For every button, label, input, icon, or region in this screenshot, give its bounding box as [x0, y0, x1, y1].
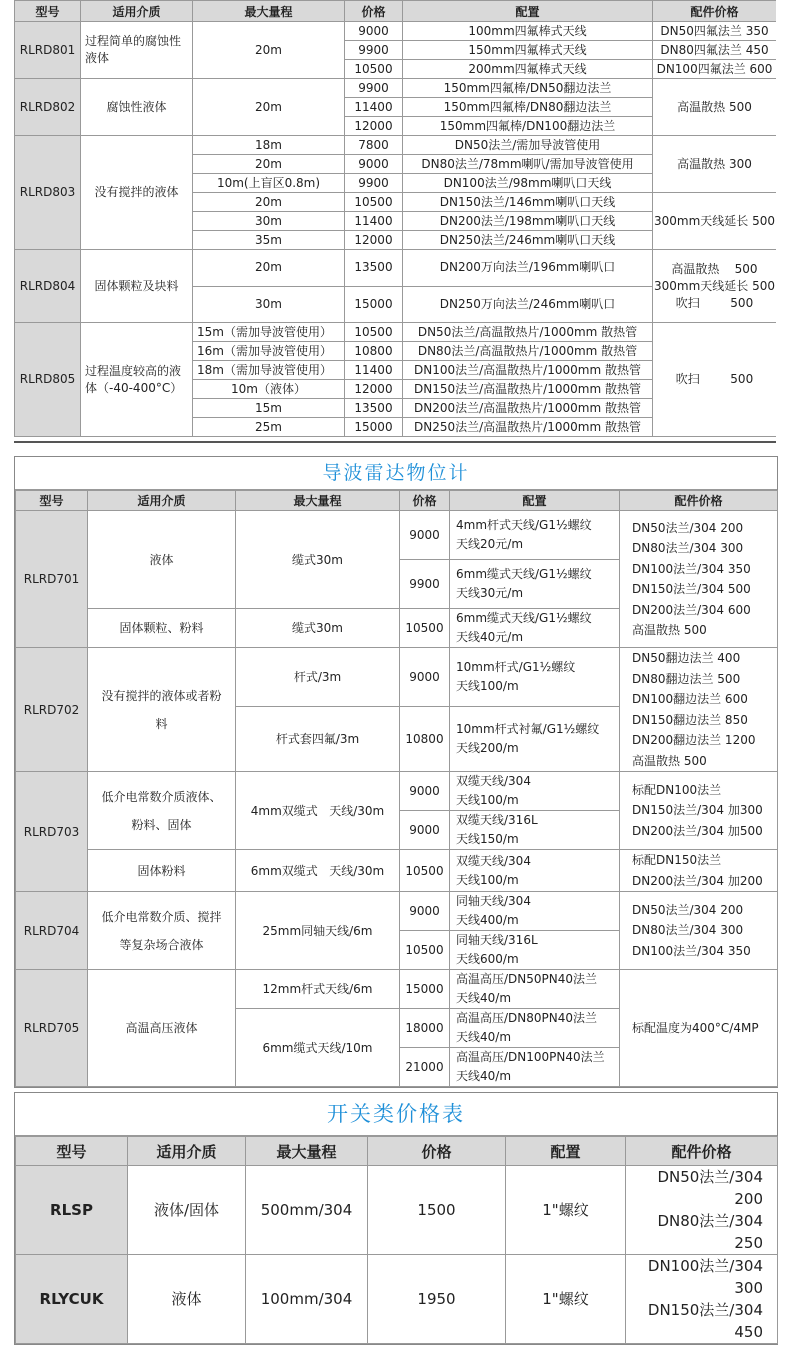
accessory-cell: 标配DN100法兰 DN150法兰/304 加300 DN200法兰/304 加500	[620, 772, 778, 850]
price-cell: 13500	[345, 250, 403, 287]
section-title: 开关类价格表	[15, 1093, 777, 1136]
price-cell: 9000	[400, 648, 450, 707]
header-accessories: 配件价格	[653, 1, 777, 22]
price-cell: 10800	[345, 342, 403, 361]
range-cell: 20m	[193, 193, 345, 212]
config-cell: 10mm杆式/G1½螺纹 天线100/m	[450, 648, 620, 707]
config-cell: 10mm杆式衬氟/G1½螺纹 天线200/m	[450, 707, 620, 772]
config-cell: DN150法兰/146mm喇叭口天线	[403, 193, 653, 212]
config-cell: DN250法兰/高温散热片/1000mm 散热管	[403, 418, 653, 437]
medium-cell: 液体	[88, 511, 236, 609]
guided-wave-table	[15, 490, 778, 1087]
price-cell: 9000	[400, 772, 450, 811]
model-cell: RLRD805	[15, 323, 81, 437]
medium-cell: 液体/固体	[128, 1166, 246, 1255]
price-cell: 15000	[345, 418, 403, 437]
config-cell: 4mm杆式天线/G1½螺纹 天线20元/m	[450, 511, 620, 560]
range-cell: 30m	[193, 286, 345, 323]
price-cell: 10500	[345, 60, 403, 79]
guided-wave-section	[14, 456, 778, 1088]
table-row	[15, 136, 777, 155]
header-range: 最大量程	[246, 1137, 368, 1166]
header-accessories: 配件价格	[626, 1137, 778, 1166]
range-cell: 30m	[193, 212, 345, 231]
medium-cell: 液体	[128, 1255, 246, 1344]
config-cell: 高温高压/DN50PN40法兰 天线40/m	[450, 970, 620, 1009]
range-cell: 25mm同轴天线/6m	[236, 892, 400, 970]
model-cell: RLRD803	[15, 136, 81, 250]
accessory-line: 300mm天线延长 500	[653, 278, 775, 293]
price-cell: 9900	[345, 41, 403, 60]
price-cell: 10500	[345, 193, 403, 212]
section-title: 导波雷达物位计	[15, 457, 777, 490]
radar-table	[14, 0, 776, 437]
price-cell: 9900	[400, 560, 450, 609]
price-cell: 9000	[400, 811, 450, 850]
range-cell: 4mm双缆式 天线/30m	[236, 772, 400, 850]
price-cell: 11400	[345, 98, 403, 117]
table-row	[16, 648, 778, 707]
price-cell: 13500	[345, 399, 403, 418]
table-row	[16, 511, 778, 560]
price-cell: 11400	[345, 361, 403, 380]
accessory-cell: 高温散热 300	[653, 136, 777, 193]
price-cell: 9900	[345, 174, 403, 193]
range-cell: 100mm/304	[246, 1255, 368, 1344]
range-cell: 20m	[193, 155, 345, 174]
medium-cell: 固体颗粒及块料	[81, 250, 193, 323]
config-cell: DN50法兰/需加导波管使用	[403, 136, 653, 155]
accessory-cell: 300mm天线延长 500	[653, 193, 777, 250]
range-cell: 18m	[193, 136, 345, 155]
accessory-cell: 吹扫 500	[653, 323, 777, 437]
header-accessories: 配件价格	[620, 491, 778, 511]
header-model: 型号	[15, 1, 81, 22]
medium-cell: 过程温度较高的液体（-40-400°C）	[81, 323, 193, 437]
table-row	[15, 79, 777, 98]
range-cell: 杆式套四氟/3m	[236, 707, 400, 772]
config-cell: DN150法兰/高温散热片/1000mm 散热管	[403, 380, 653, 399]
accessory-cell: DN50法兰/304 200 DN80法兰/304 250	[626, 1166, 778, 1255]
config-cell: 1"螺纹	[506, 1255, 626, 1344]
model-cell: RLRD703	[16, 772, 88, 892]
config-cell: DN80法兰/78mm喇叭/需加导波管使用	[403, 155, 653, 174]
config-cell: 1"螺纹	[506, 1166, 626, 1255]
table-row	[16, 970, 778, 1009]
config-cell: 高温高压/DN100PN40法兰 天线40/m	[450, 1048, 620, 1087]
config-cell: DN200法兰/198mm喇叭口天线	[403, 212, 653, 231]
range-cell: 6mm双缆式 天线/30m	[236, 850, 400, 892]
range-cell: 35m	[193, 231, 345, 250]
price-cell: 9000	[345, 155, 403, 174]
range-cell: 10m(上盲区0.8m)	[193, 174, 345, 193]
header-price: 价格	[345, 1, 403, 22]
range-cell: 10m（液体）	[193, 380, 345, 399]
accessory-cell: DN100法兰/304 300 DN150法兰/304 450	[626, 1255, 778, 1344]
switch-table	[15, 1136, 778, 1344]
range-cell: 12mm杆式天线/6m	[236, 970, 400, 1009]
header-range: 最大量程	[193, 1, 345, 22]
header-price: 价格	[368, 1137, 506, 1166]
config-cell: 高温高压/DN80PN40法兰 天线40/m	[450, 1009, 620, 1048]
accessory-cell: DN80四氟法兰 450	[653, 41, 777, 60]
config-cell: DN80法兰/高温散热片/1000mm 散热管	[403, 342, 653, 361]
config-cell: DN100法兰/98mm喇叭口天线	[403, 174, 653, 193]
accessory-line: 吹扫 500	[675, 295, 754, 310]
table-header-row	[15, 1, 777, 22]
price-cell: 9000	[400, 892, 450, 931]
header-medium: 适用介质	[81, 1, 193, 22]
config-cell: DN100法兰/高温散热片/1000mm 散热管	[403, 361, 653, 380]
table-header-row	[16, 1137, 778, 1166]
price-cell: 10500	[345, 323, 403, 342]
header-medium: 适用介质	[128, 1137, 246, 1166]
price-cell: 1950	[368, 1255, 506, 1344]
range-cell: 杆式/3m	[236, 648, 400, 707]
price-cell: 9000	[345, 22, 403, 41]
range-cell: 16m（需加导波管使用）	[193, 342, 345, 361]
table-row	[16, 892, 778, 931]
medium-cell	[88, 648, 236, 772]
switch-section	[14, 1092, 778, 1345]
price-cell: 10800	[400, 707, 450, 772]
medium-cell: 腐蚀性液体	[81, 79, 193, 136]
accessory-cell: DN50翻边法兰 400 DN80翻边法兰 500 DN100翻边法兰 600 DN150翻边法兰 850 DN200翻边法兰 1200 高温散热 500	[620, 648, 778, 772]
range-cell: 缆式30m	[236, 609, 400, 648]
config-cell: DN200万向法兰/196mm喇叭口	[403, 250, 653, 287]
model-cell: RLYCUK	[16, 1255, 128, 1344]
header-price: 价格	[400, 491, 450, 511]
price-cell: 9000	[400, 511, 450, 560]
accessory-cell: DN100四氟法兰 600	[653, 60, 777, 79]
config-cell: 双缆天线/316L 天线150/m	[450, 811, 620, 850]
price-cell: 10500	[400, 609, 450, 648]
range-cell: 20m	[193, 22, 345, 79]
radar-price-table	[14, 0, 776, 443]
accessory-cell: DN50法兰/304 200 DN80法兰/304 300 DN100法兰/304 350 DN150法兰/304 500 DN200法兰/304 600 高温散热 500	[620, 511, 778, 648]
model-cell: RLRD704	[16, 892, 88, 970]
medium-cell: 固体粉料	[88, 850, 236, 892]
price-cell: 10500	[400, 931, 450, 970]
accessory-cell: 高温散热 500	[653, 79, 777, 136]
config-cell: 150mm四氟棒式天线	[403, 41, 653, 60]
range-cell: 18m（需加导波管使用）	[193, 361, 345, 380]
accessory-cell: DN50四氟法兰 350	[653, 22, 777, 41]
config-cell: DN50法兰/高温散热片/1000mm 散热管	[403, 323, 653, 342]
medium-text: 没有搅拌的液体或者粉料	[101, 688, 222, 731]
config-cell: DN250万向法兰/246mm喇叭口	[403, 286, 653, 323]
config-cell: 150mm四氟棒/DN100翻边法兰	[403, 117, 653, 136]
config-cell: 同轴天线/316L 天线600/m	[450, 931, 620, 970]
config-cell: DN200法兰/高温散热片/1000mm 散热管	[403, 399, 653, 418]
range-cell: 20m	[193, 79, 345, 136]
model-cell: RLRD802	[15, 79, 81, 136]
model-cell: RLRD801	[15, 22, 81, 79]
header-config: 配置	[403, 1, 653, 22]
price-cell: 11400	[345, 212, 403, 231]
config-cell: 双缆天线/304 天线100/m	[450, 772, 620, 811]
price-cell: 15000	[400, 970, 450, 1009]
config-cell: 150mm四氟棒/DN80翻边法兰	[403, 98, 653, 117]
price-cell: 12000	[345, 231, 403, 250]
range-cell: 25m	[193, 418, 345, 437]
model-cell: RLRD702	[16, 648, 88, 772]
price-cell: 21000	[400, 1048, 450, 1087]
config-cell: 100mm四氟棒式天线	[403, 22, 653, 41]
model-cell: RLRD701	[16, 511, 88, 648]
accessory-cell: 标配温度为400°C/4MP	[620, 970, 778, 1087]
medium-cell: 低介电常数介质、搅拌 等复杂场合液体	[88, 892, 236, 970]
price-cell: 12000	[345, 117, 403, 136]
range-cell: 15m（需加导波管使用）	[193, 323, 345, 342]
medium-cell: 低介电常数介质液体、 粉料、固体	[88, 772, 236, 850]
price-cell: 9900	[345, 79, 403, 98]
range-cell: 20m	[193, 250, 345, 287]
range-cell: 15m	[193, 399, 345, 418]
header-config: 配置	[506, 1137, 626, 1166]
table-row	[15, 250, 777, 287]
config-cell: DN250法兰/246mm喇叭口天线	[403, 231, 653, 250]
medium-cell: 高温高压液体	[88, 970, 236, 1087]
header-medium: 适用介质	[88, 491, 236, 511]
model-cell: RLRD804	[15, 250, 81, 323]
header-range: 最大量程	[236, 491, 400, 511]
price-cell: 10500	[400, 850, 450, 892]
config-cell: 6mm缆式天线/G1½螺纹 天线30元/m	[450, 560, 620, 609]
medium-cell: 没有搅拌的液体	[81, 136, 193, 250]
table-row	[15, 323, 777, 342]
accessory-line: 高温散热 500	[671, 261, 758, 276]
header-config: 配置	[450, 491, 620, 511]
medium-cell: 过程简单的腐蚀性液体	[81, 22, 193, 79]
table-row	[16, 850, 778, 892]
config-cell: 200mm四氟棒式天线	[403, 60, 653, 79]
table-header-row	[16, 491, 778, 511]
config-cell: 6mm缆式天线/G1½螺纹 天线40元/m	[450, 609, 620, 648]
range-cell: 缆式30m	[236, 511, 400, 609]
accessory-cell: DN50法兰/304 200 DN80法兰/304 300 DN100法兰/304 350	[620, 892, 778, 970]
range-cell: 500mm/304	[246, 1166, 368, 1255]
price-cell: 7800	[345, 136, 403, 155]
table-row	[16, 1166, 778, 1255]
model-cell: RLRD705	[16, 970, 88, 1087]
config-cell: 同轴天线/304 天线400/m	[450, 892, 620, 931]
header-model: 型号	[16, 1137, 128, 1166]
accessory-cell: 标配DN150法兰 DN200法兰/304 加200	[620, 850, 778, 892]
range-cell: 6mm缆式天线/10m	[236, 1009, 400, 1087]
config-cell: 150mm四氟棒/DN50翻边法兰	[403, 79, 653, 98]
price-cell: 1500	[368, 1166, 506, 1255]
header-model: 型号	[16, 491, 88, 511]
price-cell: 15000	[345, 286, 403, 323]
medium-cell: 固体颗粒、粉料	[88, 609, 236, 648]
config-cell: 双缆天线/304 天线100/m	[450, 850, 620, 892]
accessory-cell	[653, 250, 777, 323]
table-row	[16, 772, 778, 811]
price-cell: 18000	[400, 1009, 450, 1048]
price-cell: 12000	[345, 380, 403, 399]
model-cell: RLSP	[16, 1166, 128, 1255]
table-row	[15, 22, 777, 41]
table-row	[16, 1255, 778, 1344]
